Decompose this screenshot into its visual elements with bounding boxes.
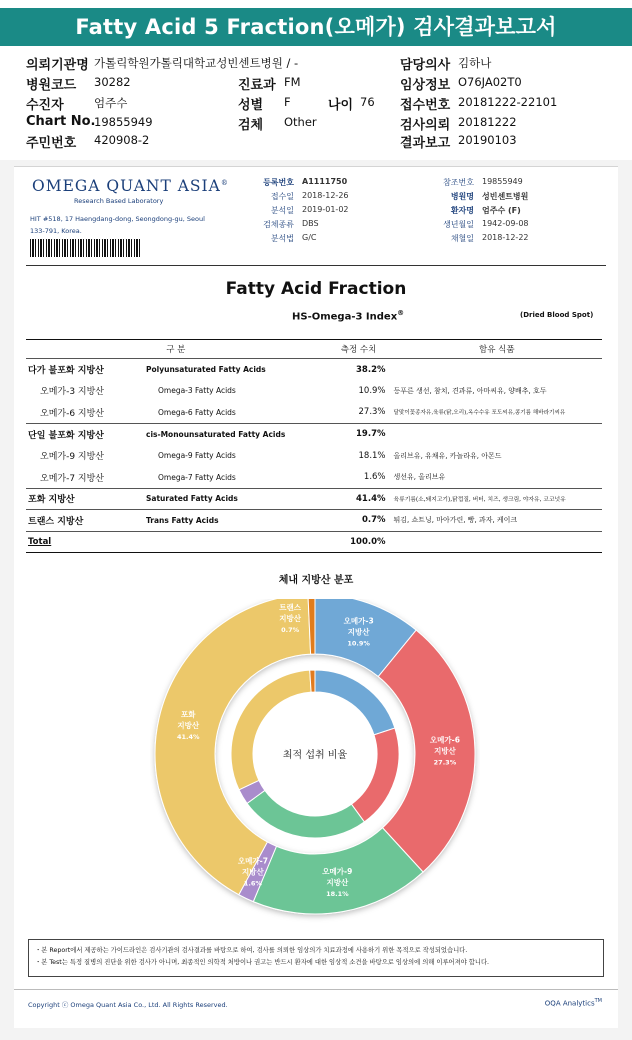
report-page: OMEGA QUANT ASIA® Research Based Laboratory HIT #518, 17 Haengdang-dong, Seongdong-gu, Seoul 133-791, Korea. 등록번호 A1111750 접수일 2018-12-26 분석일 2019-01-02 검체종류 DBS 분석법 G/C 참조번호 19855949 병원명 성빈센트병원 환자명 엄주수 (F) 생년월일 1942-09-08 채혈일 2018-12-22 Fatty Acid Fraction HS-Omega-3 Index® (Dried Blood Spot) 구 분 측정 수치 함유 식품 다가 불포화 지방산 Polyunsaturated Fatty Acids 38.2% 오메가-3 지방산 Omega-3 Fatty Acids 10.9% 등푸른 생선, 참치, 견과류, 아마씨유, 양배추, 호두 오메가-6 지방산 Omega-6 Fatty Acids 27.3% 달맞이꽃종자유,육류(닭,오리),옥수수유 포도씨유,콩기름 해바라기씨유 단일 불포화 지방산 cis-Monounsaturated Fatty Acids 19.7% 오메가-9 지방산 Omega-9 Fatty Acids 18.1% 올리브유, 유채유, 카놀라유, 아몬드 오메가-7 지방산 Omega-7 Fatty Acids 1.6% 생선유, 올리브유 포화 지방산 Saturated Fatty Acids 41.4% 육류기름(소,돼지고기),닭껍질, 버터, 치즈, 생크림, 야자유, 코코넛유 트랜스 지방산 Trans Fatty Acids 0.7% 튀김, 쇼트닝, 마아가린, 빵, 과자, 케이크 Total 100.0% 체내 지방산 분포 최적 섭취 비율 오메가-3 지방산 10.9% 오메가-6 지방산 27.3% 오메가-9 지방산 18.1% 오메가-7 지방산 1.6% 포화 지방산 41.4% 트랜스 지방산 0.7% ・본 Report에서 제공하는 가이드라인은 검사기관의 검사결과를 바탕으로 하여, 검사를 의뢰한 임상의가 치료과정에 사용하기 위한 목적으로 작성되었습니다. ・본 Test는 특정 질병의 진단을 위한 검사가 아니며, 최종적인 의학적 처방이나 권고는 반드시 환자에 대한 임상적 소견을 바탕으로 임상의에 의해 이루어져야 합니다. Copyright ⓒ Omega Quant Asia Co., Ltd. All Rights Reserved. OQA Analytics™ (14, 166, 618, 1028)
outer-label-1: 오메가-6 지방산 27.3% (429, 735, 460, 767)
hdr-doctor: 담당의사 김하나 (400, 56, 492, 73)
table-row: 포화 지방산 Saturated Fatty Acids 41.4% 육류기름(소,돼지고기),닭껍질, 버터, 치즈, 생크림, 야자유, 코코넛유 (26, 488, 602, 510)
fatty-acid-donut-chart (150, 599, 480, 929)
company-logo: OMEGA QUANT ASIA® (32, 177, 229, 195)
donut-center-label: 최적 섭취 비율 (282, 750, 348, 761)
hdr-patient: 수진자 엄주수 (26, 96, 128, 113)
note-line: ・본 Test는 특정 질병의 진단을 위한 검사가 아니며, 최종적인 의학적 처방이나 권고는 반드시 환자에 대한 임상적 소견을 바탕으로 임상의에 의해 이루어져야 합니다. (35, 959, 490, 966)
table-header (26, 340, 602, 359)
table-total-row: Total 100.0% (26, 531, 602, 553)
hdr-request-date: 검사의뢰 20181222 (400, 115, 517, 133)
hdr-receipt-no: 접수번호 20181222-22101 (400, 95, 558, 113)
report-footer (14, 989, 618, 1015)
table-row: 오메가-7 지방산 Omega-7 Fatty Acids 1.6% 생선유, 올리브유 (40, 472, 446, 484)
outer-label-4: 포화 지방산 41.4% (177, 709, 200, 741)
logo-tagline: Research Based Laboratory (74, 197, 164, 205)
header-category: 구 분 (26, 340, 326, 359)
note-line: ・본 Report에서 제공하는 가이드라인은 검사기관의 검사결과를 바탕으로 하여, 검사를 의뢰한 임상의가 치료과정에 사용하기 위한 목적으로 작성되었습니다. (35, 947, 468, 954)
table-row: 단일 불포화 지방산 cis-Monounsaturated Fatty Acids 19.7% (26, 423, 602, 445)
disclaimer-notes (28, 939, 604, 977)
hdr-institution: 의뢰기관명 가톨릭학원가톨릭대학교성빈센트병원 / - (26, 56, 299, 73)
barcode (30, 239, 140, 257)
hdr-chart-no: Chart No. 19855949 (26, 114, 153, 129)
header-value: 측정 수치 (326, 340, 392, 359)
inner-slice-5 (310, 670, 315, 692)
outer-label-3: 오메가-7 지방산 1.6% (237, 856, 268, 888)
outer-label-2: 오메가-9 지방산 18.1% (322, 867, 353, 899)
hdr-hospital-code: 병원코드 30282 (26, 75, 131, 93)
report-subtitle: HS-Omega-3 Index® (292, 309, 405, 323)
table-row: 오메가-3 지방산 Omega-3 Fatty Acids 10.9% 등푸른 생선, 참치, 견과류, 아마씨유, 양배추, 호두 (40, 385, 547, 398)
hdr-department: 진료과 FM (238, 75, 301, 93)
table-row: 오메가-9 지방산 Omega-9 Fatty Acids 18.1% 올리브유, 유채유, 카놀라유, 아몬드 (40, 450, 502, 463)
table-row: 다가 불포화 지방산 Polyunsaturated Fatty Acids 38.2% (26, 359, 602, 381)
hdr-resident-no: 주민번호 420908-2 (26, 133, 150, 151)
chart-title: 체내 지방산 분포 (278, 575, 354, 586)
table-row: 오메가-6 지방산 Omega-6 Fatty Acids 27.3% 달맞이꽃종자유,육류(닭,오리),옥수수유 포도씨유,콩기름 해바라기씨유 (40, 407, 566, 419)
header-foods: 함유 식품 (392, 340, 602, 359)
brand: OQA Analytics™ (544, 998, 602, 1008)
sample-type: (Dried Blood Spot) (520, 311, 594, 319)
fatty-acid-table (26, 339, 602, 553)
outer-label-5: 트랜스 지방산 0.7% (279, 603, 302, 635)
hdr-report-date: 결과보고 20190103 (400, 133, 517, 151)
table-row: 트랜스 지방산 Trans Fatty Acids 0.7% 튀김, 쇼트닝, 마아가린, 빵, 과자, 케이크 (26, 510, 602, 532)
outer-label-0: 오메가-3 지방산 10.9% (343, 616, 374, 648)
hdr-specimen: 검체 Other (238, 115, 317, 133)
copyright: Copyright ⓒ Omega Quant Asia Co., Ltd. All Rights Reserved. (28, 1001, 228, 1009)
section-divider (26, 265, 606, 266)
hdr-clinical-info: 임상정보 O76JA02T0 (400, 75, 522, 93)
hdr-sex: 성별 F (238, 95, 291, 113)
hdr-age: 나이 76 (328, 95, 375, 113)
report-banner: Fatty Acid 5 Fraction(오메가) 검사결과보고서 (0, 8, 632, 46)
report-title: Fatty Acid Fraction (225, 279, 407, 299)
company-address: HIT #518, 17 Haengdang-dong, Seongdong-gu, Seoul 133-791, Korea. (30, 215, 205, 235)
